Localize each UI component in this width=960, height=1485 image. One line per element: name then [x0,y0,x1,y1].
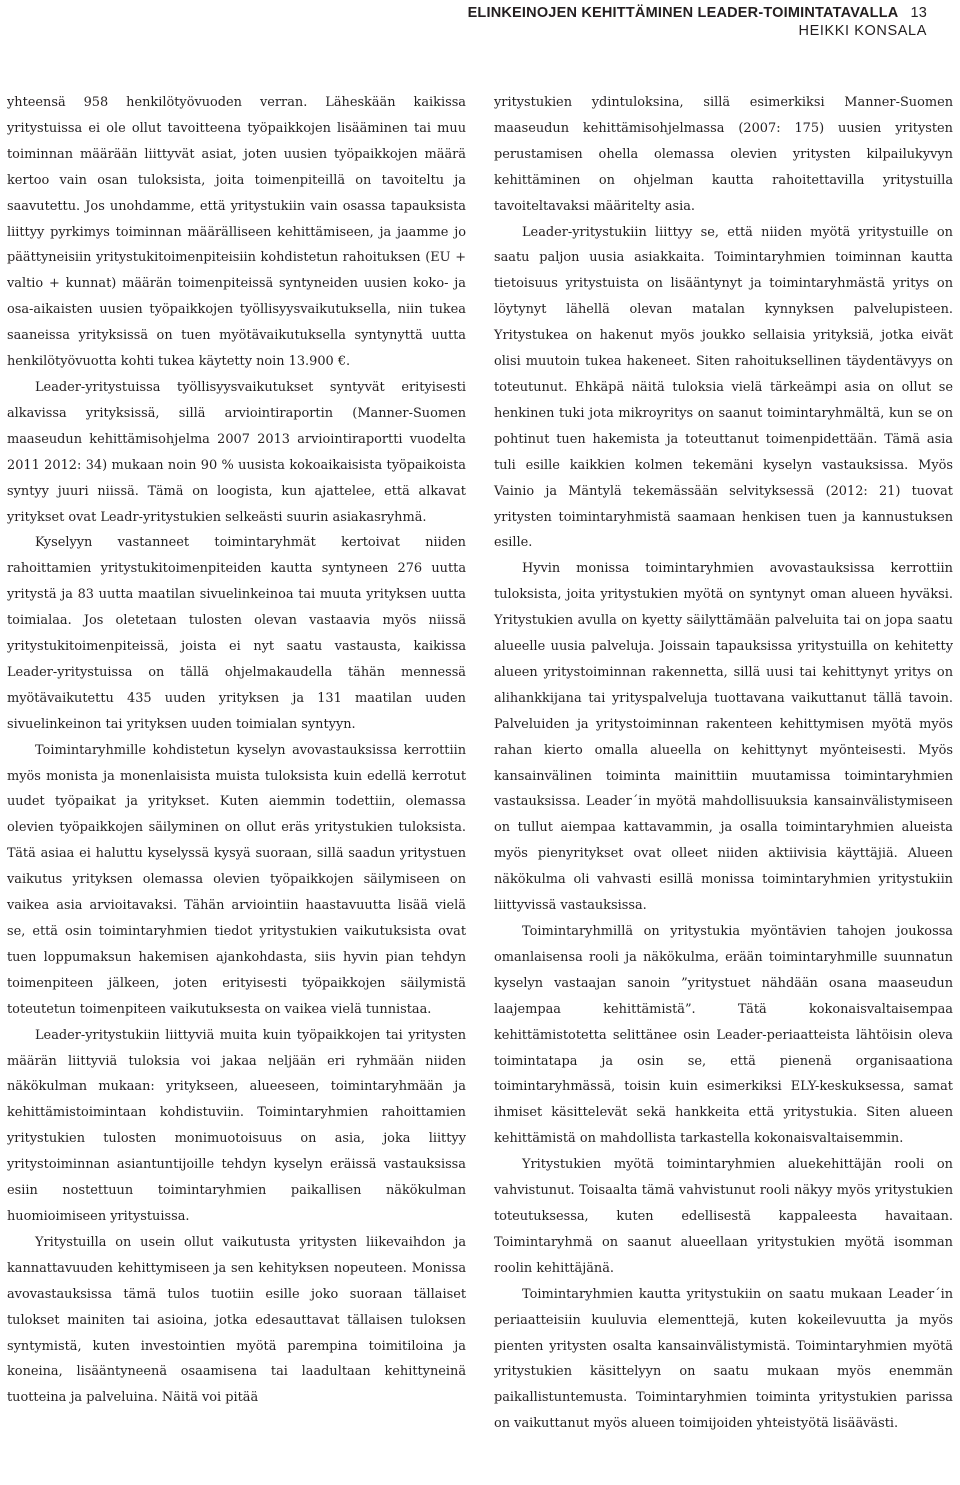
paragraph: Hyvin monissa toimintaryhmien avovastauksissa kerrottiin tuloksista, joita yritystukien myötä on syntynyt oman alueen hyväksi. Yritystukien avulla on kyetty säilyttämään palveluita tai on jopa saatu alueelle uusia palveluja. Joissain tapauksissa yritystuilla on kehitetty alueen yritystoiminnan rakennetta, sillä uusi tai kehittynyt yritys on alihankkijana tai yrityspalveluja tuottavana vaikuttanut tällä tavoin. Palveluiden ja yritystoiminnan rakenteen kehittymisen myötä myös rahan kierto omalla alueella on kehittynyt myönteisesti. Myös kansainvälinen toiminta mainittiin muutamissa toimintaryhmien vastauksissa. Leader´in myötä mahdollisuuksia kansainvälistymiseen on tullut aiempaa kattavammin, ja osalla toimintaryhmien alueista myös pienyritykset ovat olleet niiden aktiivisia käyttäjiä. Alueen näkökulma oli vahvasti esillä monissa toimintaryhmien yritystukiin liittyvissä vastauksissa. [494,561,953,914]
paragraph: Toimintaryhmien kautta yritystukiin on saatu mukaan Leader´in periaatteisiin kuuluvia elementtejä, kuten kokeilevuutta ja myös pienten yritysten osalta kansainvälistymistä. Toimintaryhmien myötä yritystukien käsittelyyn on saatu mukaan myös enemmän paikallistuntemusta. Toimintaryhmien toiminta yritystukien parissa on vaikuttanut myös alueen toimijoiden yhteistyötä lisäävästi. [494,1286,953,1432]
header-title-line [468,4,927,22]
running-header [468,4,927,40]
paragraph: yritystukien ydintuloksina, sillä esimerkiksi Manner-Suomen maaseudun kehittämisohjelmassa (2007: 175) uusien yritysten perustamisen ohella olemassa olevien yritysten kilpailukyvyn kehittäminen on ohjelman kautta rahoitettavilla yritystuilla tavoiteltavaksi määritelty asia. [494,95,953,214]
paragraph: yhteensä 958 henkilötyövuoden verran. Läheskään kaikissa yritystuissa ei ole ollut tavoitteena työpaikkojen lisääminen tai muu toiminnan määrään liittyvät asiat, joten uusien työpaikkojen määrä kertoo vain osan tuloksista, joita toimenpiteillä on tavoiteltu ja saavutettu. Jos unohdamme, että yritystukiin vain osassa tapauksista liittyy pyrkimys toiminnan määrälliseen kehittämiseen, ja jaamme jo päättyneisiin yritystukitoimenpiteisiin kohdistetun rahoituksen (EU + valtio + kunnat) määrän toimenpiteissä syntyneiden uusien koko- ja osa-aikaisten uusien työpaikkojen työllisyysvaikutuksella, niin tukea saaneissa yrityksissä on tuen myötävaikutuksella syntynyttä uutta henkilötyövuotta kohti tukea käytetty noin 13.900 €. [7,95,466,370]
paragraph: Kyselyyn vastanneet toimintaryhmät kertoivat niiden rahoittamien yritystukitoimenpiteiden kautta syntyneen 276 uutta yritystä ja 83 uutta maatilan sivuelinkeinoa tai muuta yrityksen uutta toimialaa. Jos oletetaan tulosten olevan vastaavia myös niissä yritystukitoimenpiteissä, joista ei nyt saatu vastausta, kaikissa Leader-yritystuissa on tällä ohjelmakaudella tähän mennessä myötävaikutettu 435 uuden yrityksen ja 131 maatilan uuden sivuelinkeinon tai yrityksen uuden toimialan syntyyn. [7,535,466,732]
paragraph: Yritystukien myötä toimintaryhmien aluekehittäjän rooli on vahvistunut. Toisaalta tämä vahvistunut rooli näkyy myös yritystukien toteutuksessa, kuten edellisestä kappaleesta havaitaan. Toimintaryhmä on saanut alueellaan yritystukien myötä isomman roolin kehittäjänä. [494,1157,953,1276]
paragraph: Leader-yritystukiin liittyy se, että niiden myötä yritystuille on saatu paljon uusia asiakkaita. Toimintaryhmien toiminnan kautta tietoisuus yritystuista on lisääntynyt ja toimintaryhmästä yritys on löytynyt lähellä olevan matalan kynnyksen palvelupisteen. Yritystukea on hakenut myös joukko sellaisia yrityksiä, jotka eivät olisi muutoin tukea hakeneet. Siten rahoituksellinen täydentävyys on toteutunut. Ehkäpä näitä tuloksia vielä tärkeämpi asia on ollut se henkinen tuki jota mikroyritys on saanut toimintaryhmältä, kun se on pohtinut tuen hakemista ja toteuttanut toimenpidettään. Tämä asia tuli esille kaikkien kolmen tekemäni kyselyn vastauksissa. Myös Vainio ja Mäntylä tekemässään selvityksessä (2012: 21) tuovat yritysten toimintaryhmistä saamaan henkisen tuen ja kannustuksen esille. [494,224,953,551]
paragraph: Yritystuilla on usein ollut vaikutusta yritysten liikevaihdon ja kannattavuuden kehittymiseen ja sen kehityksen nopeuteen. Monissa avovastauksissa tämä tulos tuotiin esille joko suoraan tällaiset tulokset mainiten tai asioina, jotka edesauttavat tällaisen tuloksen syntymistä, kuten investointien myötä parempina toimitiloina ja koneina, lisääntyneenä osaamisena tai laadultaan kehittyneinä tuotteina ja palveluina. Näitä voi pitää [7,1234,466,1406]
paragraph: Leader-yritystuissa työllisyysvaikutukset syntyvät erityisesti alkavissa yrityksissä, sillä arviointiraportin (Manner-Suomen maaseudun kehittämisohjelma 2007 2013 arviointiraportti vuodelta 2011 2012: 34) mukaan noin 90 % uusista kokoaikaisista työpaikoista syntyy juuri niissä. Tämä on loogista, kun ajattelee, että alkavat yritykset ovat Leadr-yritystukien selkeästi suurin asiakasryhmä. [7,379,466,525]
page-number: 13 [910,5,927,21]
left-column [7,90,466,1411]
paragraph: Leader-yritystukiin liittyviä muita kuin työpaikkojen tai yritysten määrän liittyviä tuloksia voi jakaa neljään eri ryhmään niiden näkökulman mukaan: yritykseen, alueeseen, toimintaryhmään ja kehittämistoimintaan kohdistuviin. Toimintaryhmien rahoittamien yritystukien tulosten monimuotoisuus on asia, joka liittyy yritystoiminnan asiantuntijoille tehdyn kyselyn eräissä vastauksissa esiin nostettuun toimintaryhmien paikallisen näkökulman huomioimiseen yritystuissa. [7,1027,466,1224]
paragraph: Toimintaryhmillä on yritystukia myöntävien tahojen joukossa omanlaisensa rooli ja näkökulma, erään toimintaryhmille suunnatun kyselyn vastaajan sanoin ”yritystuet nähdään osana maaseudun laajempaa kehittämistä”. Tätä kokonaisvaltaisempaa kehittämistotetta selittänee osin Leader-periaatteista lähtöisin oleva toimintatapa ja osin se, että pienenä organisaationa toimintaryhmässä, toisin kuin esimerkiksi ELY-keskuksessa, samat ihmiset käsittelevät sekä hankkeita että yritystukia. Siten alueen kehittämistä on mahdollista tarkastella kokonaisvaltaisemmin. [494,924,953,1147]
header-author: HEIKKI KONSALA [798,23,927,39]
right-column [494,90,953,1437]
header-title: ELINKEINOJEN KEHITTÄMINEN LEADER-TOIMINTATAVALLA [467,5,899,21]
paragraph: Toimintaryhmille kohdistetun kyselyn avovastauksissa kerrottiin myös monista ja monenlaisista muista tuloksista kuin edellä kerrotut uudet työpaikat ja yritykset. Kuten aiemmin todettiin, olemassa olevien työpaikkojen säilyminen on ollut eräs yritystukien tuloksista. Tätä asiaa ei haluttu kyselyssä kysyä suoraan, sillä saadun yritystuen vaikutus yrityksen olemassa olevien työpaikkojen säilymiseen on vaikea asia arvioitavaksi. Tähän arviointiin haastavuutta lisää vielä se, että osin toimintaryhmien tiedot yritystukien vaikutuksista ovat tuen loppumaksun hakemisen ajankohdasta, siis hyvin pian tehdyn toimenpiteen jälkeen, joten erityisesti työpaikkojen säilymistä toteutetun toimenpiteen vaikutuksesta on vaikea vielä tunnistaa. [7,742,466,1017]
